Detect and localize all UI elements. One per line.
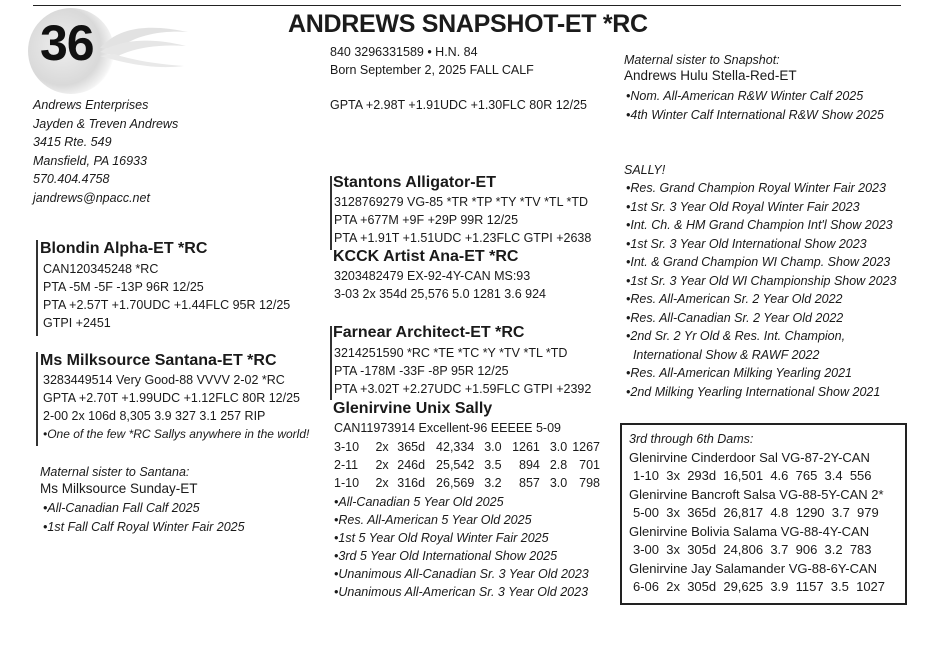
award-item: •2nd Milking Yearling International Show 2021	[626, 384, 881, 399]
sally-awards	[626, 179, 897, 401]
record-cell: 3-10	[334, 440, 360, 454]
sire-bracket	[36, 240, 38, 336]
sire-sire-bracket	[330, 176, 332, 250]
dam-dam-awards	[334, 493, 589, 601]
sire-dam-name: KCCK Artist Ana-ET *RC	[333, 248, 519, 265]
record-cell: 701	[579, 458, 600, 472]
flame-swoosh-icon	[100, 22, 190, 74]
record-cell: 894	[519, 458, 540, 472]
dam-note: •One of the few *RC Sallys anywhere in the world!	[43, 427, 310, 441]
award-item: •1st Fall Calf Royal Winter Fair 2025	[43, 519, 245, 534]
record-cell: 316d	[397, 476, 426, 490]
sire-sire-line: PTA +677M +9F +29P 99R 12/25	[334, 213, 519, 227]
dams-heading: 3rd through 6th Dams:	[629, 432, 754, 446]
record-cell: 1261	[512, 440, 540, 454]
owner-line: Mansfield, PA 16933	[33, 153, 147, 168]
award-item: •Res. All-American 5 Year Old 2025	[334, 513, 532, 527]
award-item: •Res. Grand Champion Royal Winter Fair 2023	[626, 181, 886, 195]
owner-line: 570.404.4758	[33, 172, 110, 187]
sire-line: PTA +2.57T +1.70UDC +1.44FLC 95R 12/25	[43, 298, 291, 312]
sire-line: CAN120345248 *RC	[43, 262, 159, 276]
award-item: •Int. Ch. & HM Grand Champion Int'l Show 2023	[626, 218, 893, 232]
dam-entry-record: 5-00 3x 365d 26,817 4.8 1290 3.7 979	[633, 505, 879, 520]
dam-dam-reg: CAN11973914 Excellent-96 EEEEE 5-09	[334, 421, 561, 435]
record-cell: 798	[579, 476, 600, 490]
award-item: •Res. All-American Milking Yearling 2021	[626, 366, 853, 380]
dam-entry-record: 6-06 2x 305d 29,625 3.9 1157 3.5 1027	[633, 579, 886, 594]
record-cell: 857	[519, 476, 540, 490]
dam-sire-line: 3214251590 *RC *TE *TC *Y *TV *TL *TD	[334, 346, 568, 360]
maternal-snapshot-heading: Maternal sister to Snapshot:	[624, 53, 780, 67]
sire-dam-info	[334, 267, 546, 303]
records-table	[334, 438, 600, 492]
award-item: •2nd Sr. 2 Yr Old & Res. Int. Champion,	[626, 329, 846, 343]
record-cell: 246d	[397, 458, 426, 472]
record-cell: 3.0	[549, 476, 568, 490]
record-cell: 42,334	[436, 440, 475, 454]
maternal-snapshot-awards	[626, 87, 884, 124]
birth-line: Born September 2, 2025 FALL CALF	[330, 63, 534, 77]
dams-box	[620, 423, 907, 605]
sire-dam-line: 3-03 2x 354d 25,576 5.0 1281 3.6 924	[334, 287, 546, 301]
maternal-santana-name: Ms Milksource Sunday-ET	[40, 481, 198, 496]
dam-bracket	[36, 352, 38, 446]
owner-line: Jayden & Treven Andrews	[33, 116, 179, 131]
sire-sire-name: Stantons Alligator-ET	[333, 174, 496, 191]
record-cell: 1267	[572, 440, 600, 454]
sire-name: Blondin Alpha-ET *RC	[40, 240, 208, 257]
award-item: •Res. All-Canadian Sr. 2 Year Old 2022	[626, 310, 844, 325]
record-cell: 25,542	[436, 458, 475, 472]
award-item: •Res. All-American Sr. 2 Year Old 2022	[626, 292, 843, 306]
gpta-line: GPTA +2.98T +1.91UDC +1.30FLC 80R 12/25	[330, 98, 587, 112]
record-cell: 2x	[375, 476, 389, 490]
award-item: •1st Sr. 3 Year Old WI Championship Show 2023	[626, 273, 897, 288]
record-cell: 2x	[375, 440, 389, 454]
award-item: •4th Winter Calf International R&W Show 2025	[626, 107, 884, 122]
dam-dam-records	[334, 438, 600, 492]
record-cell: 3.0	[549, 440, 568, 454]
award-item: •3rd 5 Year Old International Show 2025	[334, 549, 558, 563]
dam-sire-line: PTA -178M -33F -8P 95R 12/25	[334, 364, 509, 378]
award-item: •Unanimous All-American Sr. 3 Year Old 2023	[334, 585, 589, 599]
award-item: International Show & RAWF 2022	[626, 347, 820, 362]
record-row	[334, 438, 600, 456]
dam-line: GPTA +2.70T +1.99UDC +1.12FLC 80R 12/25	[43, 391, 300, 405]
maternal-santana-heading: Maternal sister to Santana:	[40, 465, 190, 479]
dam-entry-name: Glenirvine Jay Salamander VG-88-6Y-CAN	[629, 560, 878, 576]
record-cell: 2-11	[334, 458, 359, 472]
dam-entry-name: Glenirvine Cinderdoor Sal VG-87-2Y-CAN	[629, 449, 870, 465]
dam-info	[43, 371, 309, 443]
page-title: ANDREWS SNAPSHOT-ET *RC	[288, 10, 648, 38]
award-item: •Int. & Grand Champion WI Champ. Show 2023	[626, 255, 891, 269]
sire-line: PTA -5M -5F -13P 96R 12/25	[43, 280, 204, 294]
record-cell: 26,569	[436, 476, 475, 490]
owner-line: 3415 Rte. 549	[33, 135, 112, 150]
record-cell: 2x	[375, 458, 389, 472]
record-cell: 365d	[397, 440, 426, 454]
maternal-santana-awards	[43, 499, 245, 536]
sally-heading: SALLY!	[624, 163, 666, 177]
award-item: •Nom. All-American R&W Winter Calf 2025	[626, 89, 864, 103]
award-item: •1st 5 Year Old Royal Winter Fair 2025	[334, 531, 549, 545]
dam-line: 3283449514 Very Good-88 VVVV 2-02 *RC	[43, 373, 285, 387]
dam-entry-name: Glenirvine Bancroft Salsa VG-88-5Y-CAN 2*	[629, 486, 884, 502]
owner-email: jandrews@npacc.net	[33, 190, 150, 205]
dam-sire-line: PTA +3.02T +2.27UDC +1.59FLC GTPI +2392	[334, 382, 592, 396]
award-item: •1st Sr. 3 Year Old International Show 2023	[626, 236, 867, 251]
sire-dam-line: 3203482479 EX-92-4Y-CAN MS:93	[334, 269, 531, 283]
header-rule	[33, 5, 901, 6]
sire-info	[43, 260, 290, 332]
dam-sire-name: Farnear Architect-ET *RC	[333, 324, 525, 341]
dam-sire-bracket	[330, 326, 332, 400]
owner-line: Andrews Enterprises	[33, 98, 149, 112]
maternal-snapshot-name: Andrews Hulu Stella-Red-ET	[624, 68, 797, 83]
sire-sire-line: PTA +1.91T +1.51UDC +1.23FLC GTPI +2638	[334, 231, 592, 245]
sire-sire-info	[334, 193, 591, 247]
dam-sire-info	[334, 344, 591, 398]
dam-line: 2-00 2x 106d 8,305 3.9 327 3.1 257 RIP	[43, 409, 266, 423]
award-item: •Unanimous All-Canadian Sr. 3 Year Old 2023	[334, 567, 589, 581]
lot-number: 36	[40, 15, 94, 71]
dam-entry-name: Glenirvine Bolivia Salama VG-88-4Y-CAN	[629, 523, 870, 539]
dam-name: Ms Milksource Santana-ET *RC	[40, 352, 277, 369]
award-item: •1st Sr. 3 Year Old Royal Winter Fair 2023	[626, 199, 860, 214]
record-row	[334, 474, 600, 492]
record-cell: 3.2	[484, 476, 502, 490]
reg-line: 840 3296331589 • H.N. 84	[330, 45, 478, 59]
owner-block	[33, 96, 178, 208]
dam-entry-record: 1-10 3x 293d 16,501 4.6 765 3.4 556	[633, 468, 872, 483]
sire-line: GTPI +2451	[43, 316, 111, 330]
record-row	[334, 456, 600, 474]
record-cell: 2.8	[549, 458, 568, 472]
dam-dam-name: Glenirvine Unix Sally	[333, 400, 493, 417]
sire-sire-line: 3128769279 VG-85 *TR *TP *TY *TV *TL *TD	[334, 195, 589, 209]
record-cell: 3.5	[484, 458, 502, 472]
award-item: •All-Canadian 5 Year Old 2025	[334, 495, 504, 509]
dam-entry-record: 3-00 3x 305d 24,806 3.7 906 3.2 783	[633, 542, 872, 557]
record-cell: 3.0	[484, 440, 502, 454]
record-cell: 1-10	[334, 476, 360, 490]
award-item: •All-Canadian Fall Calf 2025	[43, 501, 200, 515]
